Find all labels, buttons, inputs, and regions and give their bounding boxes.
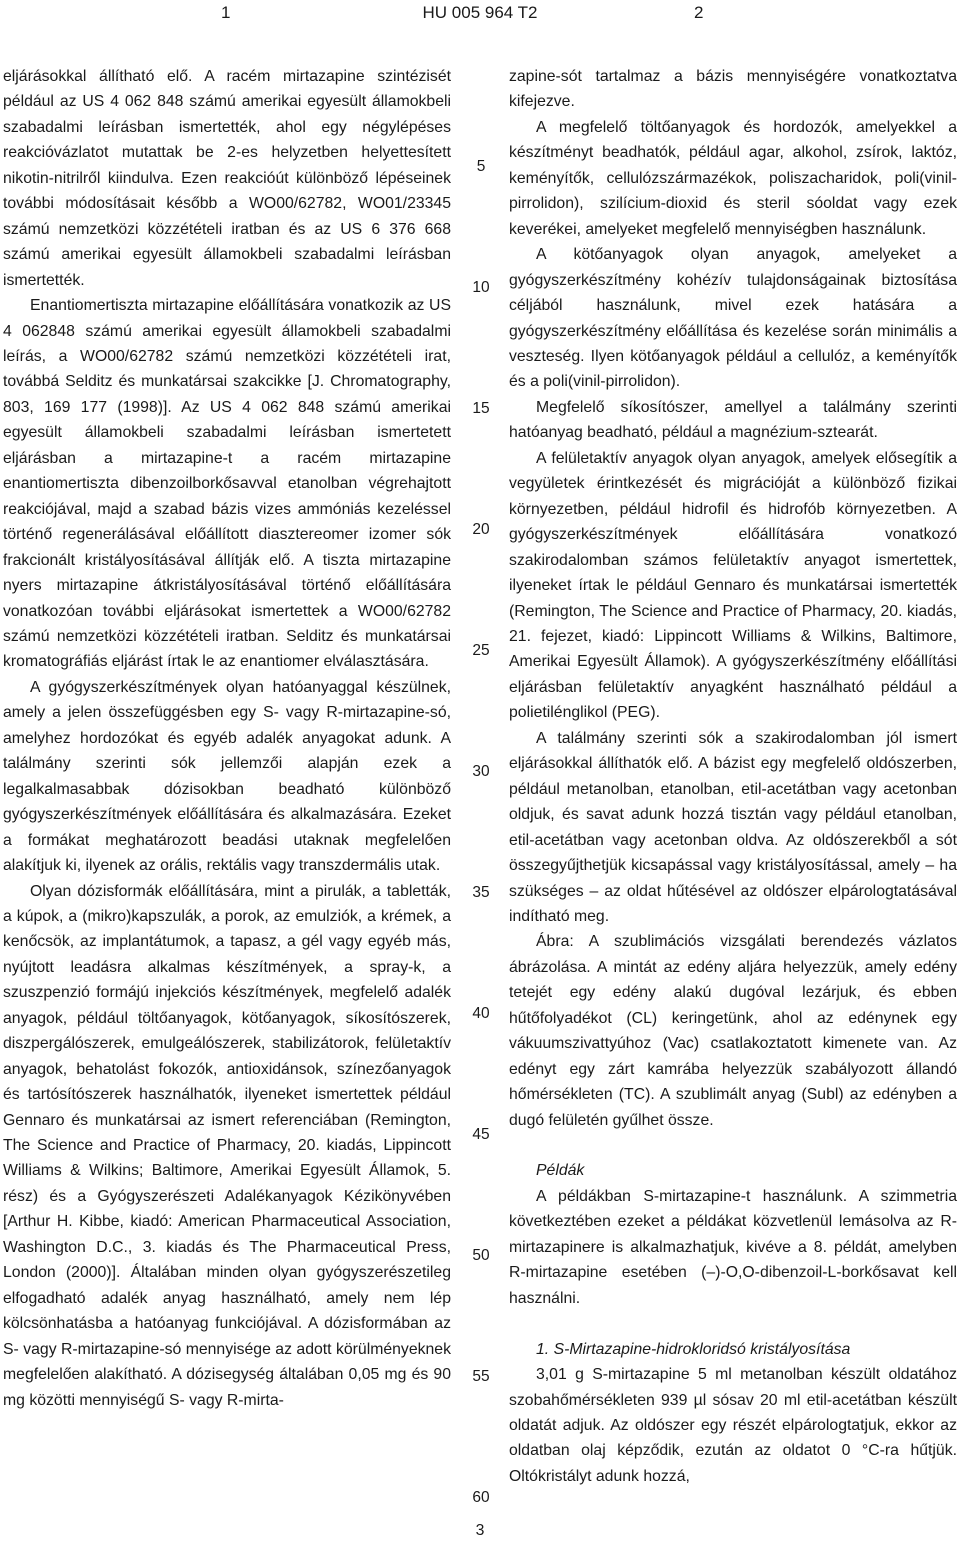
left-paragraph-4: Olyan dózisformák előállítására, mint a pirulák, a tabletták, a kúpok, a (mikro)kapszulák, a porok, az emulziók, a krémek, a kenőcsök, az implantátumok, a tapasz, a gél vagy egyéb más, nyújtott leadásra alkalmas készítmények, a spray-k, a szuszpenzió formájú injekciós készítmények, megfelelő adalék anyagok, például töltőanyagok, kötőanyagok, síkosítószerek, diszpergálószerek, emulgeálószerek, stabilizátorok, felületaktív anyagok, behatolást fokozók, antioxidánsok, színezőanyagok és tartósítószerek használhatók, ilyeneket ismertettek például Gennaro és munkatársai az ismert referenciában (Remington, The Science and Practice of Pharmacy, 20. kiadás, Lippincott Williams & Wilkins; Baltimore, Amerikai Egyesült Államok, 5. rész) és a Gyógyszerészeti Adalékanyagok Kézikönyvében [Arthur H. Kibbe, kiadó: American Pharmaceutical Association, Washington D.C., 3. kiadás és The Pharmaceutical Press, London (2000)]. Általában minden olyan gyógyszerészetileg elfogadható adalék anyag használható, amely nem lép kölcsönhatásba a hatóanyag funkciójával. A dózisformában az S- vagy R-mirtazapine-só mennyisége az adott körülményeknek megfelelően alakítható. A dózisegység általában 0,05 mg és 90 mg közötti mennyiségű S- vagy R-mirta-: [3, 882, 451, 1409]
example-1-paragraph: 3,01 g S-mirtazapine 5 ml metanolban készült oldatához szobahőmérsékleten 939 µl sósav 20 ml etil-acetátban készült oldatát adjuk. Az oldószer egy részét elpárologtatjuk, ekkor az oldatban olaj képződik, ezután az oldatot 0 °C-ra hűtjük. Oltókristályt adunk hozzá,: [509, 1366, 957, 1485]
left-page-number: 1: [221, 3, 231, 22]
line-number: 10: [472, 279, 490, 296]
example-1-heading: 1. S-Mirtazapine-hidrokloridsó kristályosítása: [536, 1340, 851, 1358]
line-number: 15: [472, 400, 490, 417]
line-number: 30: [472, 763, 490, 780]
line-number: 5: [476, 158, 486, 175]
left-paragraph-3: A gyógyszerkészítmények olyan hatóanyaggal készülnek, amely a jelen összefüggésben egy S- vagy R-mirtazapine-só, amelyhez hordozókat és egyéb adalék anyagokat adunk. A találmány szerinti sók jellemzői alapján ezek a legalkalmasabbak dózisokban beadható különböző gyógyszerkészítmények előállítására és alkalmazására. Ezeket a formákat meghatározott beadási utaknak megfelelően alakítjuk ki, ilyenek az orális, rektális vagy transzdermális utak.: [3, 678, 451, 875]
line-number: 60: [472, 1489, 490, 1506]
right-paragraph-3: A kötőanyagok olyan anyagok, amelyeket a gyógyszerkészítmény kohézív tulajdonságainak biztosítása céljából használunk, mivel ezek hatására a gyógyszerkészítmény előállítása és kezelése során minimális a veszteség. Ilyen kötőanyagok például a cellulóz, a keményítők és a poli(vinil-pirrolidon).: [509, 246, 957, 391]
line-number: 35: [472, 884, 490, 901]
line-number: 25: [472, 642, 490, 659]
page-footer-number: 3: [475, 1522, 485, 1539]
line-number: 55: [472, 1368, 490, 1385]
right-paragraph-5: A felületaktív anyagok olyan anyagok, amelyek elősegítik a vegyületek érintkezését és migrációját a különböző fizikai környezetben, például hidrofil és hidrofób környezetben. A gyógyszerkészítmények előállítására vonatkozó szakirodalomban számos felületaktív anyagot ismertettek, ilyeneket írtak le például Gennaro és munkatársai ismertették (Remington, The Science and Practice of Pharmacy, 20. kiadás, 21. fejezet, kiadó: Lippincott Williams & Wilkins, Baltimore, Amerikai Egyesült Államok). A gyógyszerkészítmény előállítási eljárásban felületaktív anyagként használható például a polietilénglikol (PEG).: [509, 449, 957, 722]
right-page-number: 2: [694, 3, 704, 22]
line-number: 20: [472, 521, 490, 538]
left-paragraph-1: eljárásokkal állítható elő. A racém mirtazapine szintézisét például az US 4 062 848 számú amerikai egyesült államokbeli szabadalmi leírásban ismertették, ahol egy négylépéses reakcióvázlatot mutattak be 2-es helyzetben helyettesített nikotin-nitrilről kiindulva. Ezen reakcióút különböző lépéseinek további módosításait később a WO00/62782, WO01/23345 számú nemzetközi közzétételi iratban és az US 6 376 668 számú amerikai egyesült államokbeli szabadalmi leírásban ismertették.: [3, 68, 451, 289]
right-paragraph-1: zapine-sót tartalmaz a bázis mennyiségére vonatkoztatva kifejezve.: [509, 68, 957, 111]
right-text-column: [509, 64, 957, 1489]
examples-paragraph: A példákban S-mirtazapine-t használunk. A szimmetria következtében ezeket a példákat közvetlenül lemásolva az R-mirtazapinere is alkalmazhatjuk, kivéve a 8. példát, amelyben R-mirtazapine esetében (–)-O,O-dibenzoil-L-borkősavat kell használni.: [509, 1187, 957, 1307]
line-number: 50: [472, 1247, 490, 1264]
patent-number: HU 005 964 T2: [422, 3, 538, 22]
right-paragraph-4: Megfelelő síkosítószer, amellyel a találmány szerinti hatóanyag beadható, például a magnézium-sztearát.: [509, 398, 957, 442]
line-number-gutter: [466, 0, 496, 1541]
left-text-column: [3, 64, 451, 1413]
line-number: 40: [472, 1005, 490, 1022]
examples-heading: Példák: [536, 1162, 585, 1180]
left-paragraph-2: Enantiomertiszta mirtazapine előállítására vonatkozik az US 4 062848 számú amerikai egyesült államokbeli szabadalmi leírás, a WO00/62782 számú nemzetközi közzétételi irat, továbbá Selditz és munkatársai szakcikke [J. Chromatography, 803, 169 177 (1998)]. Az US 4 062 848 számú amerikai egyesült államokbeli szabadalmi leírásban ismertetett eljárásban a mirtazapine-t a racém mirtazapine enantiomertiszta dibenzoilborkősavval etanolban végrehajtott reakciójával, majd a szabad bázis vizes ammóniás kezeléssel történő regenerálásával előállított diasztereomer izomer sók frakcionált kristályosításával állítják elő. A tiszta mirtazapine nyers mirtazapine átkristályosításával történő előállítására vonatkozóan további eljárásokat ismertettek a WO00/62782 számú nemzetközi közzétételi iratban. Selditz és munkatársai kromatográfiás eljárást írtak le az enantiomer elválasztására.: [3, 297, 451, 671]
right-paragraph-2: A megfelelő töltőanyagok és hordozók, amelyekkel a készítményt beadhatók, például agar, alkohol, zsírok, laktóz, keményítők, cellulózszármazékok, poliszacharidok, poli(vinil-pirrolidon), szilícium-dioxid és steril sóoldat vagy ezek keverékei, amelyeket megfelelő mennyiségben használunk.: [509, 118, 957, 238]
line-number: 45: [472, 1126, 490, 1143]
right-paragraph-7: Ábra: A szublimációs vizsgálati berendezés vázlatos ábrázolása. A mintát az edény aljára helyezzük, amely edény tetejét egy edény alakú dugóval lezárjuk, és ebben hűtőfolyadékot (CL) keringetünk, ahol az edénynek egy vákuumszivattyúhoz (Vac) csatlakoztatott kimenete van. Az edényt egy zárt kamrába helyezzük szabályozott állandó hőmérsékleten (TC). A szublimált anyag (Subl) az edényben a dugó felületén gyűlhet össze.: [509, 933, 957, 1129]
right-paragraph-6: A találmány szerinti sók a szakirodalomban jól ismert eljárásokkal állíthatók elő. A bázist egy megfelelő oldószerben, például metanolban, etanolban, etil-acetátban vagy acetonban oldjuk, és savat adunk hozzá tisztán vagy például etanolban, etil-acetátban vagy acetonban oldva. Az oldószerekből a sót összegyűjthetjük kicsapással vagy kristályosítással, amely – ha szükséges – az oldat hűtésével az oldószer elpárologtatásával indítható meg.: [509, 729, 957, 925]
